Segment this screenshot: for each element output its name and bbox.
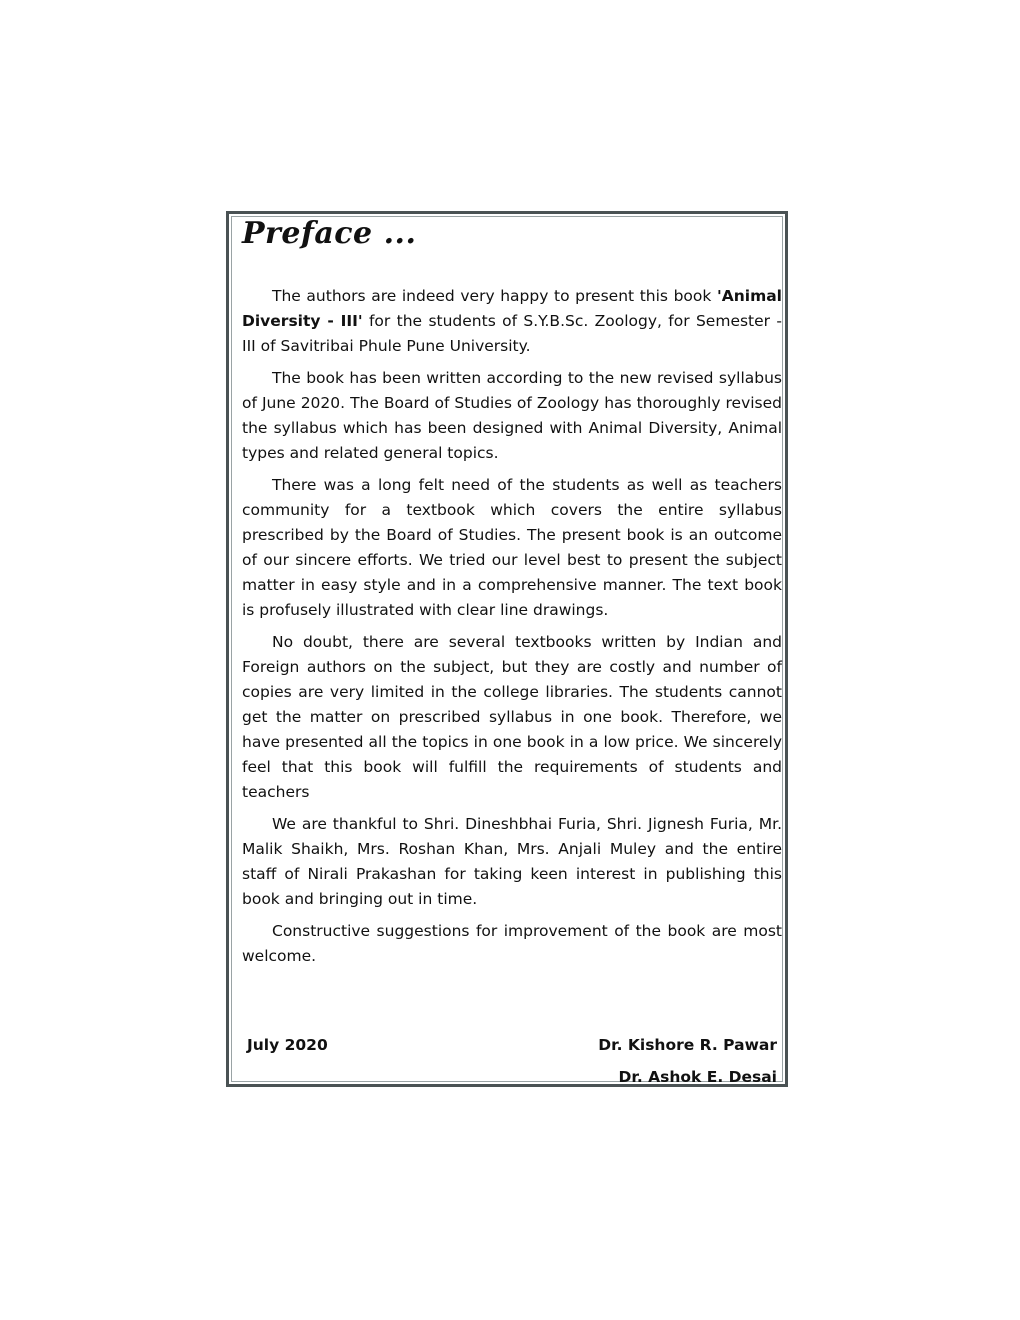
preface-body [242,284,782,976]
paragraph-textbooks: No doubt, there are several textbooks written by Indian and Foreign authors on the subject, but they are costly and number of copies are very limited in the college libraries. The students cannot get the matter on prescribed syllabus in one book. Therefore, we have presented all the topics in one book in a low price. We sincerely feel that this book will fulfill the requirements of students and teachers [242,633,782,801]
preface-frame [226,211,788,1087]
paragraph-need: There was a long felt need of the students as well as teachers community for a textbook which covers the entire syllabus prescribed by the Board of Studies. The present book is an outcome of our sincere efforts. We tried our level best to present the subject matter in easy style and in a comprehensive manner. The text book is profusely illustrated with clear line drawings. [242,476,782,619]
paragraph-syllabus: The book has been written according to the new revised syllabus of June 2020. The Board of Studies of Zoology has thoroughly revised the syllabus which has been designed with Animal Diversity, Animal types and related general topics. [242,369,782,462]
signature-date: July 2020 [247,1036,328,1054]
paragraph-thanks: We are thankful to Shri. Dineshbhai Furia, Shri. Jignesh Furia, Mr. Malik Shaikh, Mrs. Roshan Khan, Mrs. Anjali Muley and the entire staff of Nirali Prakashan for taking keen interest in publishing this book and bringing out in time. [242,815,782,908]
author-one-name: Dr. Kishore R. Pawar [598,1036,777,1054]
paragraph-intro-start: The authors are indeed very happy to present this book [272,287,717,305]
page-title: Preface ... [242,216,417,251]
paragraph-intro-end: for the students of S.Y.B.Sc. Zoology, for Semester - III of Savitribai Phule Pune University. [242,312,782,355]
author-two-name: Dr. Ashok E. Desai [618,1068,777,1086]
book-title: 'Animal Diversity - III' [242,287,782,330]
paragraph-suggestions: Constructive suggestions for improvement of the book are most welcome. [242,922,782,965]
paragraph-intro [242,284,782,359]
signature-block [247,1033,777,1086]
